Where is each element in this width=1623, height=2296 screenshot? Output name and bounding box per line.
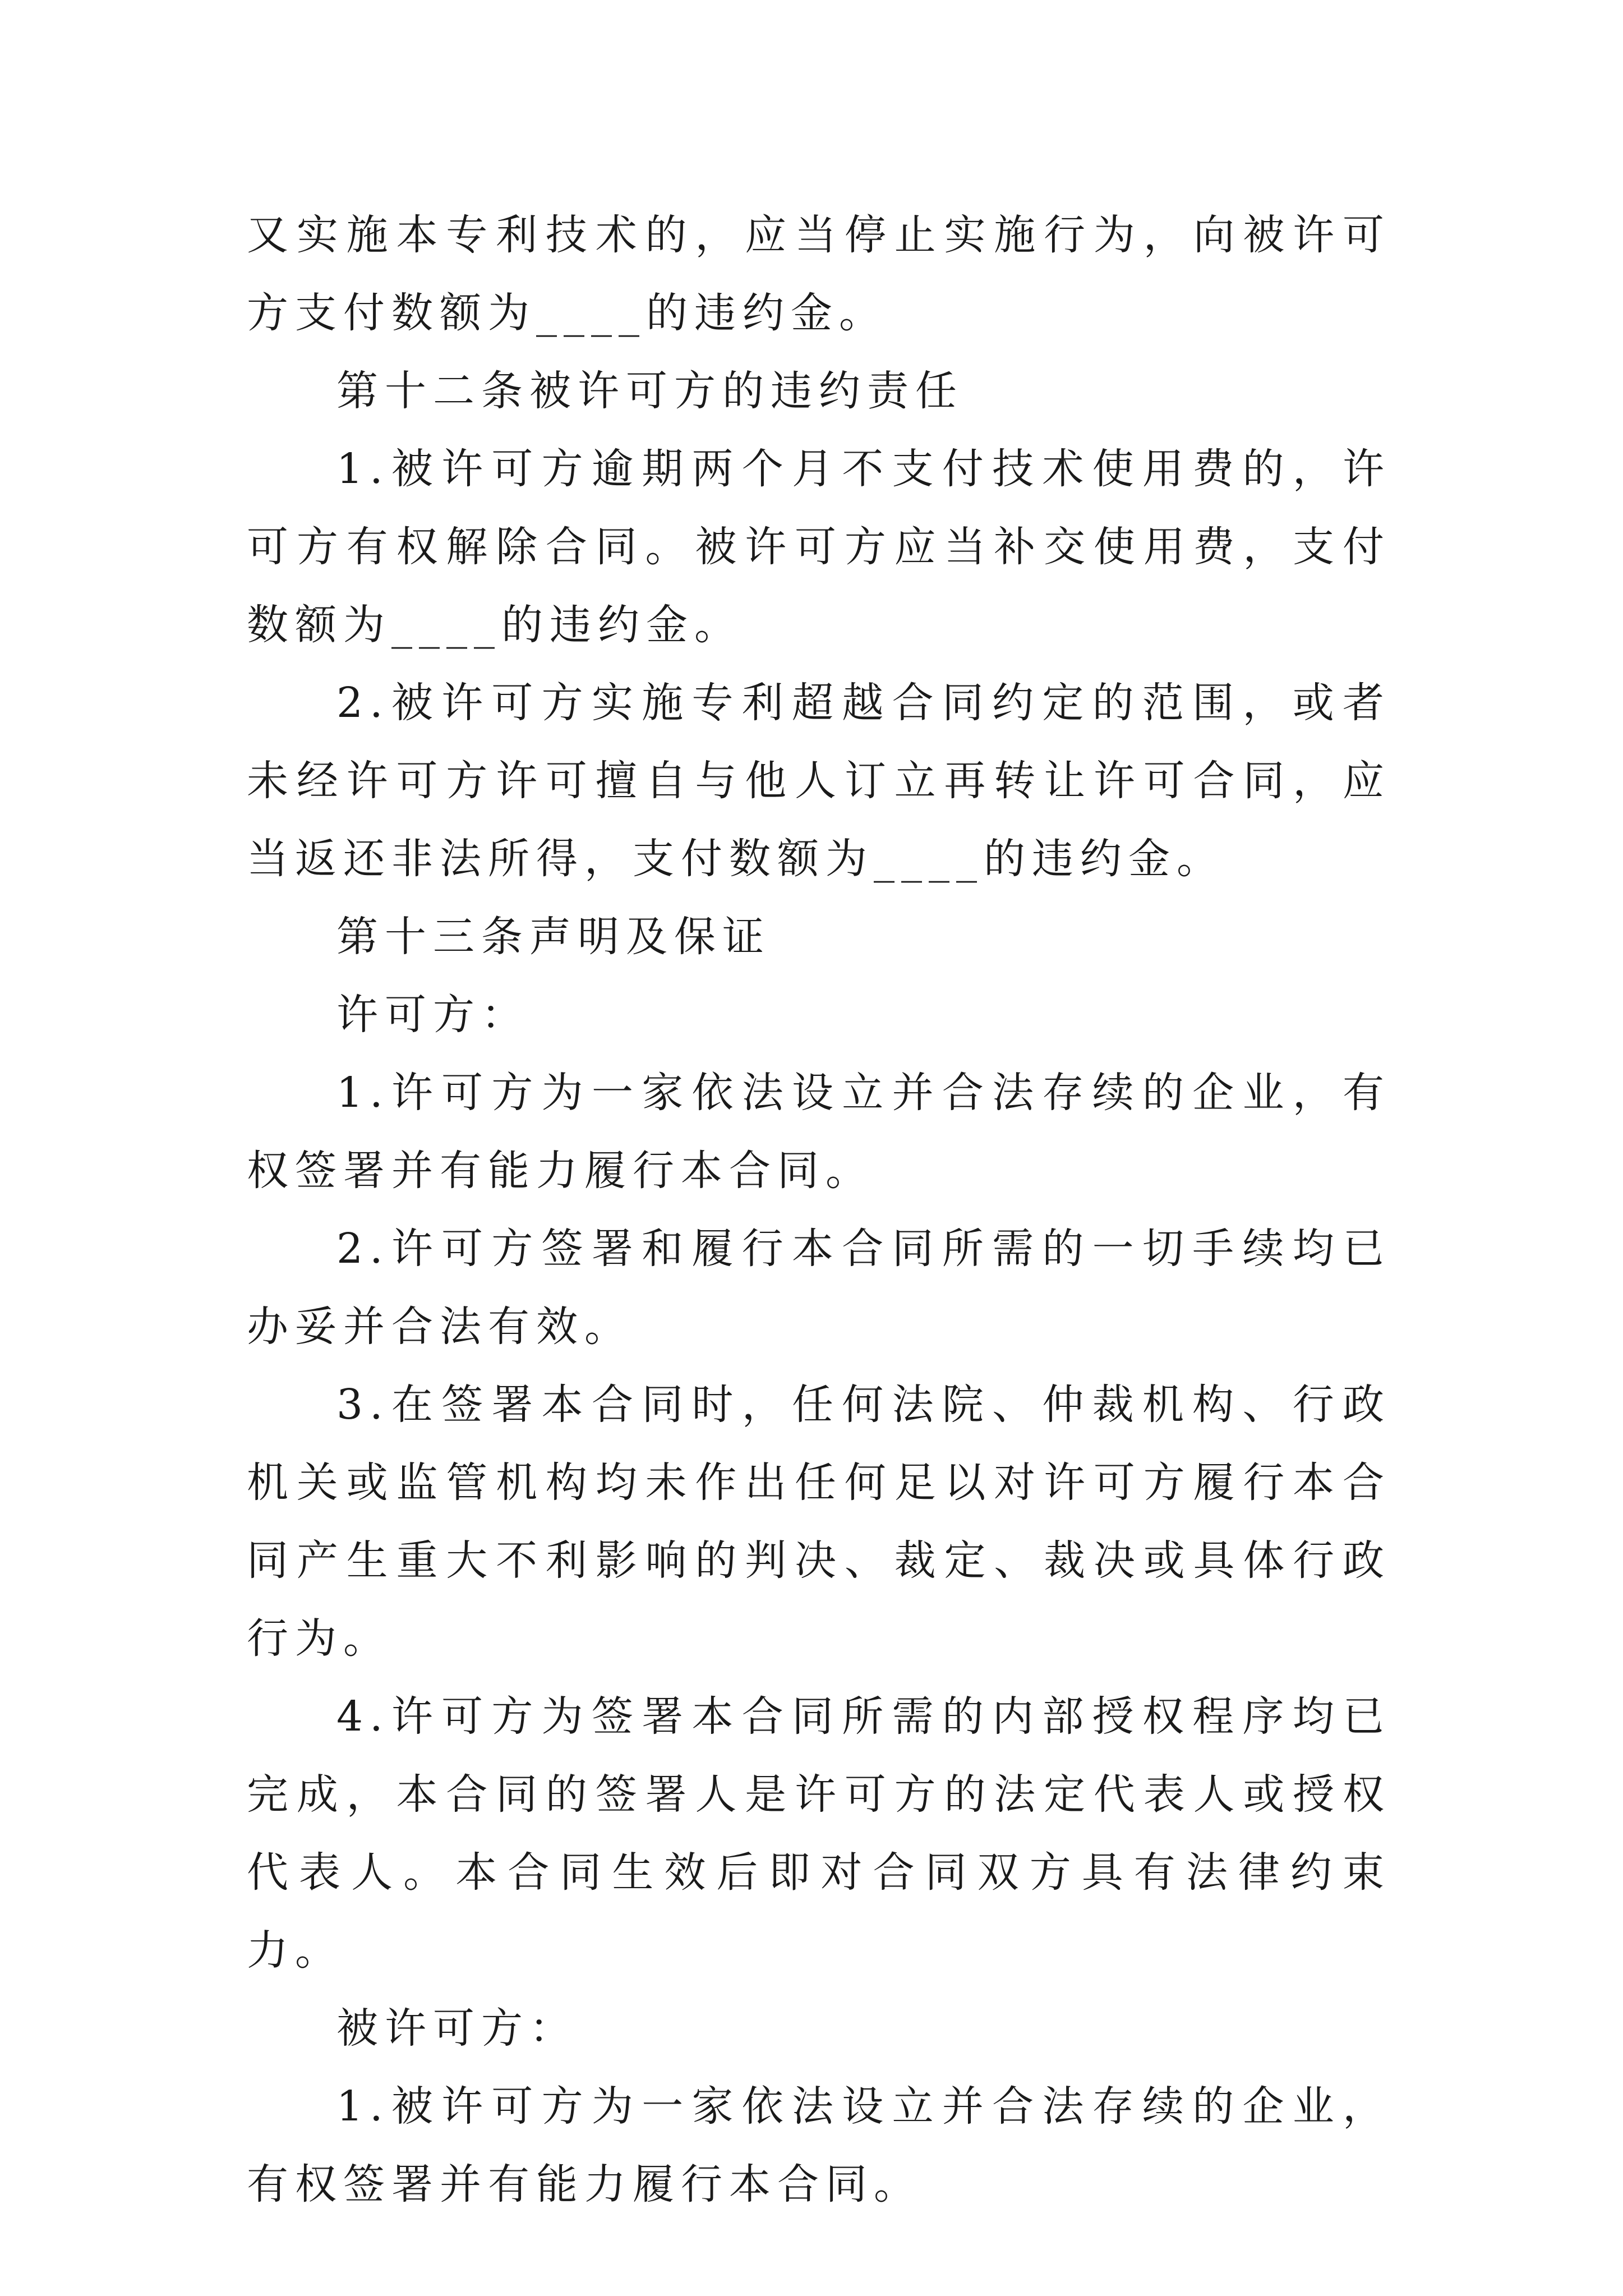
article-12-heading: 第十二条被许可方的违约责任 — [336, 367, 963, 415]
paragraph-continuation: 又实施本专利技术的，应当停止实施行为，向被许可方支付数额为____的违约金。 — [247, 211, 1391, 337]
licensor-clause-1: 1.许可方为一家依法设立并合法存续的企业，有权签署并有能力履行本合同。 — [247, 1069, 1391, 1195]
licensee-clause-1: 1.被许可方为一家依法设立并合法存续的企业，有权签署并有能力履行本合同。 — [247, 2082, 1391, 2208]
article-12-clause-2: 2.被许可方实施专利超越合同约定的范围，或者未经许可方许可擅自与他人订立再转让许可合同，应当返还非法所得，支付数额为____的违约金。 — [247, 679, 1391, 883]
document-body — [247, 196, 1391, 2224]
licensee-label: 被许可方： — [336, 2004, 578, 2053]
licensor-clause-3: 3.在签署本合同时，任何法院、仲裁机构、行政机关或监管机构均未作出任何足以对许可方履行本合同产生重大不利影响的判决、裁定、裁决或具体行政行为。 — [247, 1381, 1391, 1663]
licensor-label: 许可方： — [336, 991, 529, 1039]
licensor-clause-2: 2.许可方签署和履行本合同所需的一切手续均已办妥并合法有效。 — [247, 1225, 1391, 1351]
licensor-clause-4: 4.许可方为签署本合同所需的内部授权程序均已完成，本合同的签署人是许可方的法定代表人或授权代表人。本合同生效后即对合同双方具有法律约束力。 — [247, 1692, 1391, 1975]
article-13-heading: 第十三条声明及保证 — [336, 913, 771, 961]
article-12-clause-1: 1.被许可方逾期两个月不支付技术使用费的，许可方有权解除合同。被许可方应当补交使用费，支付数额为____的违约金。 — [247, 445, 1391, 649]
